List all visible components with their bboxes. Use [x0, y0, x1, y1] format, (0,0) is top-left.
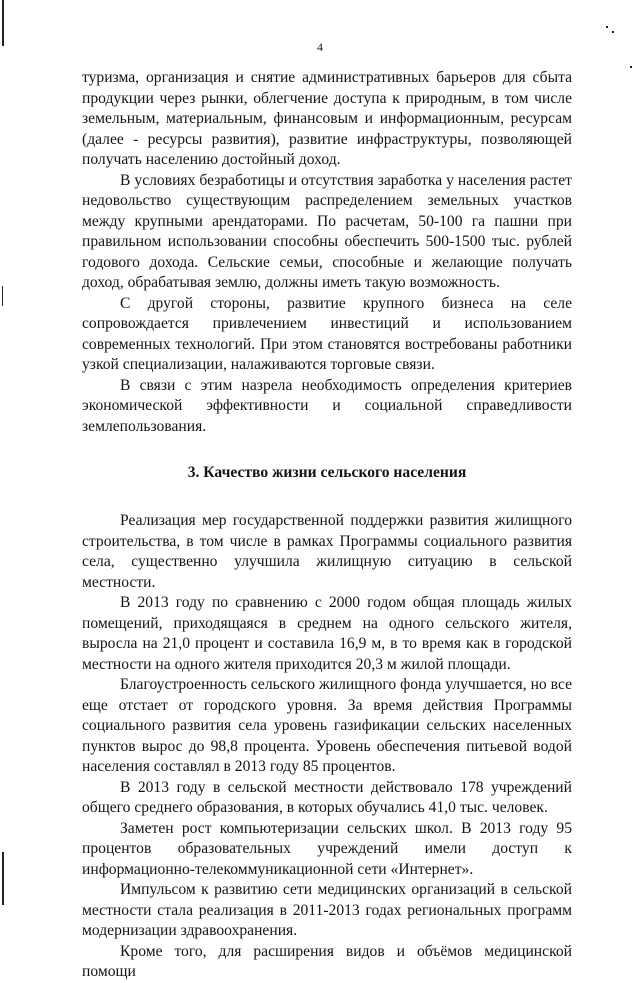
- paragraph: В 2013 году по сравнению с 2000 годом общая площадь жилых помещений, приходящаяся в среднем на одного сельского жителя, выросла на 21,0 процент и составила 16,9 м, в то время как в городской местности на одного жителя приходится 20,3 м жилой площади.: [82, 594, 572, 673]
- scan-speck: [612, 31, 614, 33]
- paragraph: С другой стороны, развитие крупного бизнеса на селе сопровождается привлечением инвестиций и использованием современных технологий. При этом становятся востребованы работники узкой специализации, налаживаются торговые связи.: [82, 294, 572, 373]
- paragraph: Реализация мер государственной поддержки развития жилищного строительства, в том числе в рамках Программы социального развития села, существенно улучшила жилищную ситуацию в сельской местности.: [82, 512, 572, 591]
- scan-edge-mark: [2, 286, 3, 306]
- paragraph: В связи с этим назрела необходимость определения критериев экономической эффективности и социальной справедливости землепользования.: [82, 376, 572, 435]
- scan-speck: [606, 26, 608, 28]
- paragraph-continuation: туризма, организация и снятие административных барьеров для сбыта продукции через рынки, облегчение доступа к природным, в том числе земельным, материальным, финансовым и информационным, ресурсам (далее - ресурсы развития), развитие инфраструктуры, позволяющей получать населению достойный доход.: [82, 69, 572, 168]
- section-heading: 3. Качество жизни сельского населения: [187, 464, 467, 481]
- paragraph: Кроме того, для расширения видов и объёмов медицинской помощи: [82, 942, 572, 980]
- paragraph: В условиях безработицы и отсутствия заработка у населения растет недовольство существующим распределением земельных участков между крупными арендаторами. По расчетам, 50-100 га пашни при правильном использовании способны обеспечить 500-1500 тыс. рублей годового дохода. Сельские семьи, способные и желающие получать доход, обрабатывая землю, должны иметь такую возможность.: [82, 171, 572, 291]
- paragraph: В 2013 году в сельской местности действовало 178 учреждений общего среднего образования, в которых обучались 41,0 тыс. человек.: [82, 778, 572, 816]
- paragraph: Импульсом к развитию сети медицинских организаций в сельской местности стала реализация в 2011-2013 годах региональных программ модернизации здравоохранения.: [82, 881, 572, 939]
- scan-speck: [630, 66, 632, 68]
- scan-edge-mark: [2, 852, 4, 905]
- paragraph: Благоустроенность сельского жилищного фонда улучшается, но все еще отстает от городского уровня. За время действия Программы социального развития села уровень газификации сельских населенных пунктов вырос до 98,8 процента. Уровень обеспечения питьевой водой населения составлял в 2013 году 85 процентов.: [82, 676, 572, 775]
- document-body: [82, 68, 572, 983]
- paragraph: Заметен рост компьютеризации сельских школ. В 2013 году 95 процентов образовательных учреждений имели доступ к информационно-телекоммуникационной сети «Интернет».: [82, 819, 572, 878]
- page-number: 4: [317, 40, 323, 54]
